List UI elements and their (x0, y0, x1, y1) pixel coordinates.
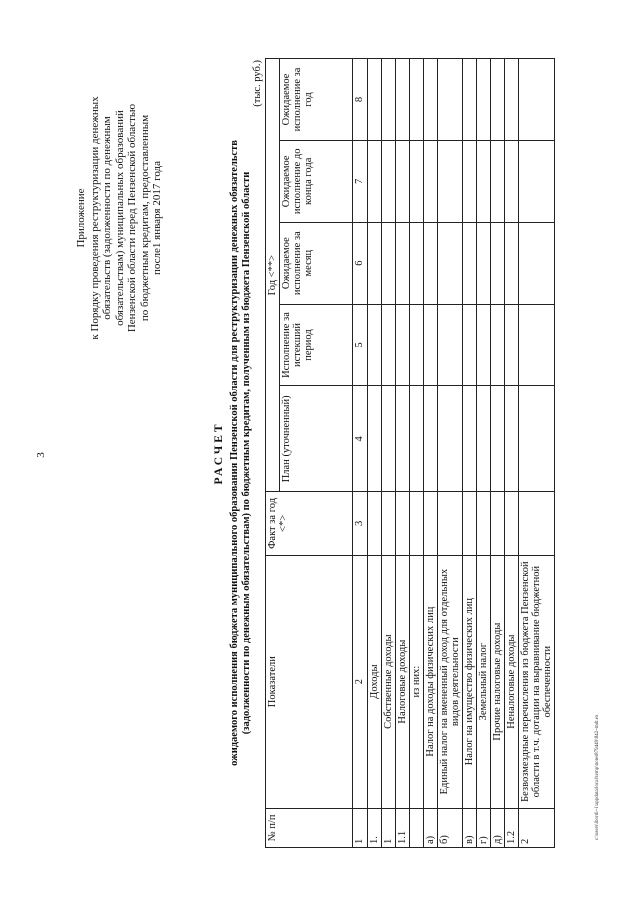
header-exp-exec: Ожидаемое исполнение за год (280, 59, 353, 141)
appendix-line: к Порядку проведения реструктуризации денежных (88, 96, 101, 340)
row-label: Прочие налоговые доходы (491, 555, 505, 808)
table-cell (463, 492, 477, 555)
index-cell: 1 (353, 808, 368, 847)
table-cell (424, 140, 438, 222)
table-row (463, 59, 477, 848)
table-cell (505, 386, 519, 492)
rotated-document-body (57, 58, 587, 848)
index-cell: 7 (353, 140, 368, 222)
index-cell: 8 (353, 59, 368, 141)
row-number: в) (463, 808, 477, 847)
header-num: № п/п (266, 808, 353, 847)
table-cell (368, 492, 382, 555)
table-cell (382, 386, 396, 492)
header-plan: План (уточненный) (280, 386, 353, 492)
table-cell (368, 222, 382, 304)
table-cell (463, 386, 477, 492)
table-row (491, 59, 505, 848)
table-cell (505, 492, 519, 555)
budget-table (265, 58, 555, 848)
table-row (396, 59, 410, 848)
table-cell (519, 59, 555, 141)
table-cell (424, 59, 438, 141)
row-number: д) (491, 808, 505, 847)
table-cell (410, 304, 424, 386)
table-cell (382, 222, 396, 304)
subtitle-line: (задолженности по денежным обязательствам) по бюджетным кредитам, полученным из бюджета Пензенской области (241, 171, 252, 735)
table-row (477, 59, 491, 848)
row-label: Доходы (368, 555, 382, 808)
row-label: Налоговые доходы (396, 555, 410, 808)
table-cell (438, 304, 463, 386)
row-number (410, 808, 424, 847)
table-cell (368, 59, 382, 141)
table-cell (491, 59, 505, 141)
table-row (382, 59, 396, 848)
row-number: 2 (519, 808, 555, 847)
row-label: Налог на доходы физических лиц (424, 555, 438, 808)
table-cell (396, 492, 410, 555)
row-number: г) (477, 808, 491, 847)
index-cell: 2 (353, 555, 368, 808)
table-cell (396, 222, 410, 304)
table-cell (410, 59, 424, 141)
table-cell (382, 492, 396, 555)
table-cell (438, 140, 463, 222)
header-fact: Факт за год <*> (266, 492, 353, 555)
header-indicators: Показатели (266, 555, 353, 808)
appendix-line: обязательствам) муниципальных образований (113, 110, 126, 326)
table-cell (368, 140, 382, 222)
table-cell (410, 222, 424, 304)
table-cell (368, 386, 382, 492)
table-row (505, 59, 519, 848)
table-row (410, 59, 424, 848)
table-cell (505, 222, 519, 304)
row-number: 1. (368, 808, 382, 847)
table-cell (505, 304, 519, 386)
table-cell (463, 304, 477, 386)
table-cell (519, 304, 555, 386)
document-subtitle (229, 63, 253, 843)
table-cell (505, 59, 519, 141)
row-label: Неналоговые доходы (505, 555, 519, 808)
appendix-line: после1 января 2017 года (151, 161, 163, 276)
row-label: Единый налог на вмененный доход для отдельных видов деятельности (438, 555, 463, 808)
table-cell (491, 492, 505, 555)
header-year-group: Год <**> (266, 59, 280, 492)
row-number: 1 (382, 808, 396, 847)
table-cell (491, 140, 505, 222)
footer-file-path: c:\users\ibordi~1\appdata\local\temp\notes879449\842~mdt.ex (595, 714, 600, 840)
table-cell (410, 140, 424, 222)
appendix-block (75, 83, 164, 353)
units-label: (тыс. руб.) (252, 60, 263, 107)
index-cell: 6 (353, 222, 368, 304)
table-cell (424, 386, 438, 492)
table-cell (519, 386, 555, 492)
table-cell (396, 59, 410, 141)
table-cell (368, 304, 382, 386)
page-number: 3 (34, 452, 47, 458)
appendix-line: обязательств (задолженности по денежным (101, 116, 113, 320)
row-number: а) (424, 808, 438, 847)
appendix-title: Приложение (75, 188, 87, 248)
subtitle-line: ожидаемого исполнения бюджета муниципального образования Пензенской области для реструктуризации денежных обязательств (229, 140, 240, 766)
table-cell (519, 140, 555, 222)
table-cell (438, 59, 463, 141)
table-cell (505, 140, 519, 222)
table-cell (382, 304, 396, 386)
row-label: Собственные доходы (382, 555, 396, 808)
table-cell (491, 386, 505, 492)
row-number: 1.1 (396, 808, 410, 847)
table-cell (396, 386, 410, 492)
table-cell (438, 222, 463, 304)
table-row (438, 59, 463, 848)
header-exp-year-end: Ожидаемое исполнение до конца года (280, 140, 353, 222)
table-cell (477, 222, 491, 304)
table-cell (382, 140, 396, 222)
table-cell (463, 140, 477, 222)
table-row (519, 59, 555, 848)
table-cell (424, 222, 438, 304)
index-cell: 4 (353, 386, 368, 492)
table-cell (424, 492, 438, 555)
document-heading: РАСЧЕТ (213, 421, 225, 485)
table-cell (477, 140, 491, 222)
table-cell (519, 492, 555, 555)
table-cell (396, 304, 410, 386)
table-row (424, 59, 438, 848)
appendix-line: по бюджетным кредитам, предоставленным (138, 114, 151, 322)
row-number: б) (438, 808, 463, 847)
index-cell: 5 (353, 304, 368, 386)
index-cell: 3 (353, 492, 368, 555)
table-cell (410, 492, 424, 555)
row-label: Налог на имущество физических лиц (463, 555, 477, 808)
table-cell (424, 304, 438, 386)
row-label: Безвозмездные перечисления из бюджета Пензенской области в т.ч. дотации на выравнивание бюджетной обеспеченности (519, 555, 555, 808)
table-cell (438, 386, 463, 492)
row-number: 1.2 (505, 808, 519, 847)
table-cell (491, 222, 505, 304)
appendix-line: Пензенской области перед Пензенской областью (126, 103, 138, 333)
row-label: из них: (410, 555, 424, 808)
table-cell (477, 304, 491, 386)
table-cell (410, 386, 424, 492)
table-cell (463, 59, 477, 141)
table-cell (519, 222, 555, 304)
table-cell (477, 492, 491, 555)
table-cell (477, 386, 491, 492)
table-cell (463, 222, 477, 304)
header-exp-month: Ожидаемое исполнение за месяц (280, 222, 353, 304)
table-row (368, 59, 382, 848)
index-row (353, 59, 368, 848)
table-cell (396, 140, 410, 222)
table-cell (382, 59, 396, 141)
header-exec-period: Исполнение за истекший период (280, 304, 353, 386)
table-cell (438, 492, 463, 555)
table-cell (491, 304, 505, 386)
table-cell (477, 59, 491, 141)
row-label: Земельный налог (477, 555, 491, 808)
